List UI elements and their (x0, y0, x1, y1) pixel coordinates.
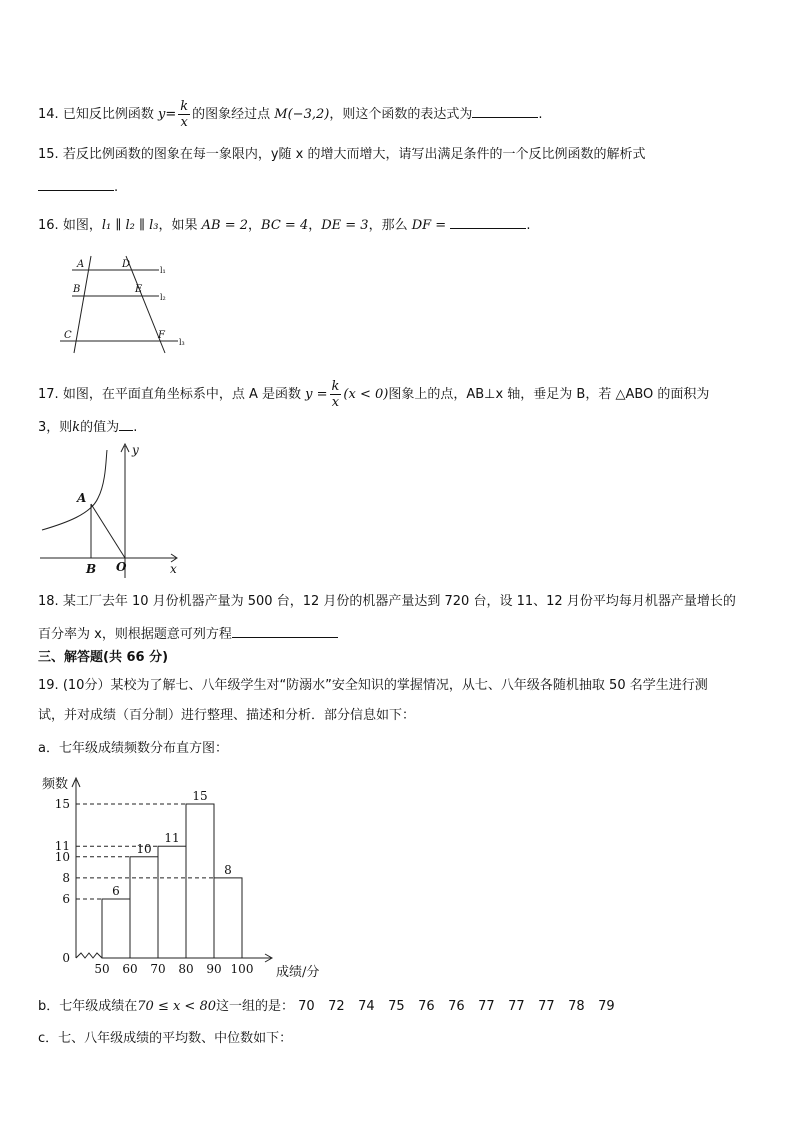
question-19-line2: 试，并对成绩（百分制）进行整理、描述和分析．部分信息如下： (38, 708, 416, 723)
question-number: 16. (38, 218, 59, 233)
question-number: 17. (38, 387, 59, 402)
score-value: 75 (388, 999, 405, 1014)
question-18-line2 (38, 623, 338, 644)
bar-value-label: 10 (136, 841, 152, 856)
q17-func-y: y = (305, 387, 328, 402)
question-number: 18. (38, 594, 59, 609)
x-tick-label: 70 (150, 962, 166, 976)
fraction-denominator: x (331, 395, 340, 410)
score-value: 77 (508, 999, 525, 1014)
x-tick-label: 80 (178, 962, 194, 976)
label-O: O (116, 560, 127, 574)
q16-parallel: l₁ ∥ l₂ ∥ l₃ (101, 218, 159, 233)
y-tick-label: 11 (54, 839, 70, 854)
q18-text: 某工厂去年 10 月份机器产量为 500 台，12 月份的机器产量达到 720 台，设 11、12 月份平均每月机器产量增长的 (62, 594, 736, 609)
x-tick-label: 60 (122, 962, 138, 976)
q16-text1: ，如果 (158, 218, 198, 233)
bar-value-label: 11 (164, 831, 180, 846)
bar-value-label: 8 (224, 862, 232, 877)
q19-part-b-range: 70 ≤ x < 80 (137, 999, 216, 1014)
q16-text: 如图， (62, 218, 102, 233)
bar (158, 846, 186, 958)
q17-text: 如图，在平面直角坐标系中，点 A 是函数 (62, 387, 301, 402)
question-18 (38, 593, 736, 611)
label-l2: l₂ (160, 293, 166, 302)
section-title: 三、解答题(共 66 分) (38, 650, 169, 665)
y-axis-label: 频数 (42, 777, 69, 792)
y-tick-label: 10 (54, 849, 70, 864)
y-tick-label: 6 (62, 892, 70, 906)
x-tick-label: 90 (206, 962, 222, 976)
q17-line2-suffix: 的值为 (80, 420, 120, 435)
parallel-lines-figure (52, 250, 192, 356)
q16-df: DF = (411, 218, 447, 233)
bar (186, 804, 214, 958)
label-l1: l₁ (160, 266, 166, 275)
question-number: 14. (38, 107, 59, 122)
q16-bc: BC = 4 (261, 218, 309, 233)
score-value: 72 (328, 999, 345, 1014)
fraction-numerator: k (180, 99, 189, 114)
q17-fraction (330, 379, 342, 410)
question-number: 19. (38, 678, 59, 693)
histogram-chart (36, 770, 336, 980)
x-tick-label: 50 (94, 962, 110, 976)
y-tick-label: 8 (62, 870, 70, 885)
q14-end: . (538, 107, 543, 122)
q19-part-c: c．七、八年级成绩的平均数、中位数如下： (38, 1031, 293, 1046)
q17-k: k (72, 420, 81, 435)
q19-part-b-text: b．七年级成绩在 (38, 999, 138, 1014)
q16-sep: ， (308, 218, 322, 233)
q16-de: DE = 3 (321, 218, 369, 233)
bar (214, 878, 242, 958)
hyperbola-curve (42, 450, 107, 530)
q17-domain: (x < 0) (343, 387, 389, 402)
score-value: 77 (538, 999, 555, 1014)
label-y: y (132, 443, 139, 457)
q15-end: . (114, 180, 119, 195)
question-19 (38, 677, 708, 695)
label-C: C (64, 330, 72, 341)
label-x: x (170, 562, 177, 576)
coordinate-figure (36, 438, 186, 580)
label-B: B (86, 562, 97, 576)
bar (102, 899, 130, 958)
answer-blank[interactable] (232, 623, 338, 638)
q19-part-b (38, 998, 628, 1016)
question-17 (38, 379, 709, 410)
question-16 (38, 214, 530, 235)
y-tick-label: 0 (62, 951, 70, 965)
q18-text2: 百分率为 x，则根据题意可列方程 (38, 627, 232, 642)
bar-value-label: 6 (112, 884, 120, 898)
score-value: 79 (598, 999, 615, 1014)
q19-text: (10分）某校为了解七、八年级学生对“防溺水”安全知识的掌握情况，从七、八年级各随机抽取 50 名学生进行测 (62, 678, 708, 693)
label-A: A (77, 491, 87, 505)
score-value: 78 (568, 999, 585, 1014)
bar-value-label: 15 (192, 789, 208, 803)
label-A: A (77, 259, 85, 270)
q15-text: 若反比例函数的图象在每一象限内，y随 x 的增大而增大，请写出满足条件的一个反比例函数的解析式 (62, 147, 646, 162)
transversal-acb (74, 256, 91, 353)
label-F: F (158, 330, 165, 341)
label-B: B (73, 284, 81, 295)
answer-blank[interactable] (450, 214, 526, 229)
q17-text-suffix: 图象上的点，AB⊥x 轴，垂足为 B，若 △ABO 的面积为 (388, 387, 710, 402)
q16-end: . (526, 218, 531, 233)
score-value: 74 (358, 999, 375, 1014)
question-15-answer-line (38, 176, 118, 197)
q14-var-y: y (157, 107, 166, 122)
q17-line2-text: 3，则 (38, 420, 73, 435)
fraction-numerator: k (331, 379, 340, 394)
q14-eq: = (165, 107, 177, 122)
score-value: 76 (418, 999, 435, 1014)
label-E: E (135, 284, 143, 295)
bar (130, 857, 158, 958)
score-value: 77 (478, 999, 495, 1014)
segment-AO (91, 504, 125, 558)
x-tick-label: 100 (230, 962, 254, 976)
score-value: 70 (298, 999, 315, 1014)
q14-point-name: M (274, 107, 288, 122)
answer-blank[interactable] (119, 416, 133, 431)
question-17-line2 (38, 416, 137, 437)
question-14 (38, 99, 542, 130)
fraction-denominator: x (180, 115, 188, 130)
q14-text: 已知反比例函数 (62, 107, 154, 122)
y-tick-label: 15 (54, 797, 70, 811)
q14-text-suffix: ，则这个函数的表达式为 (329, 107, 473, 122)
score-value: 76 (448, 999, 465, 1014)
question-15 (38, 146, 645, 164)
q16-text2: ，那么 (368, 218, 408, 233)
axis-break (76, 953, 102, 958)
x-axis-label: 成绩/分 (276, 965, 320, 980)
answer-blank[interactable] (472, 103, 538, 118)
q14-text-mid: 的图象经过点 (192, 107, 271, 122)
score-list (298, 999, 628, 1014)
q19-part-a: a．七年级成绩频数分布直方图： (38, 741, 228, 756)
q16-ab: AB = 2 (201, 218, 249, 233)
q14-point-coord: (−3,2) (287, 107, 330, 122)
q14-fraction (178, 99, 190, 130)
question-number: 15. (38, 147, 59, 162)
label-l3: l₃ (179, 338, 185, 347)
q19-part-b-suffix: 这一组的是： (216, 999, 295, 1014)
q16-sep: ， (248, 218, 262, 233)
answer-blank[interactable] (38, 176, 114, 191)
q17-end: . (133, 420, 138, 435)
label-D: D (122, 259, 131, 270)
